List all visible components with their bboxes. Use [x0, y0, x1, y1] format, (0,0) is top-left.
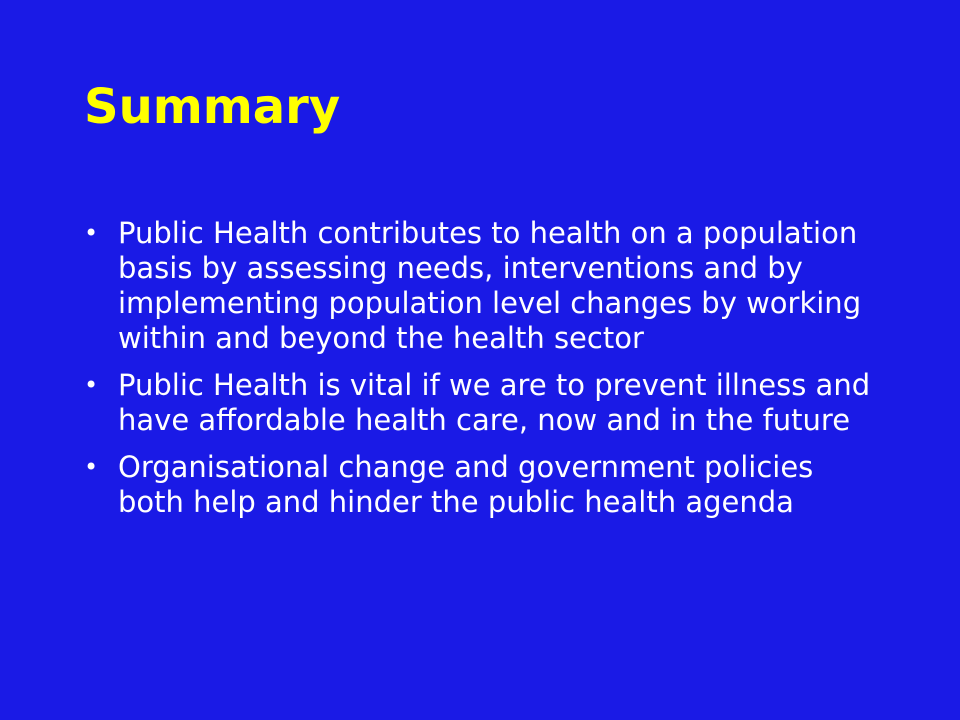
bullet-item	[84, 450, 884, 520]
bullet-text: Public Health is vital if we are to prevent illness and have affordable health care, now and in the future	[118, 368, 871, 437]
bullet-text: Organisational change and government policies both help and hinder the public health agenda	[118, 450, 814, 519]
bullet-list	[84, 216, 884, 532]
bullet-dot-icon: •	[84, 371, 99, 399]
bullet-dot-icon: •	[84, 453, 99, 481]
bullet-item	[84, 216, 884, 356]
bullet-item	[84, 368, 884, 438]
bullet-dot-icon: •	[84, 219, 99, 247]
slide-title: Summary	[84, 79, 341, 135]
bullet-text: Public Health contributes to health on a population basis by assessing needs, interventions and by implementing population level changes by working within and beyond the health sector	[118, 216, 862, 355]
